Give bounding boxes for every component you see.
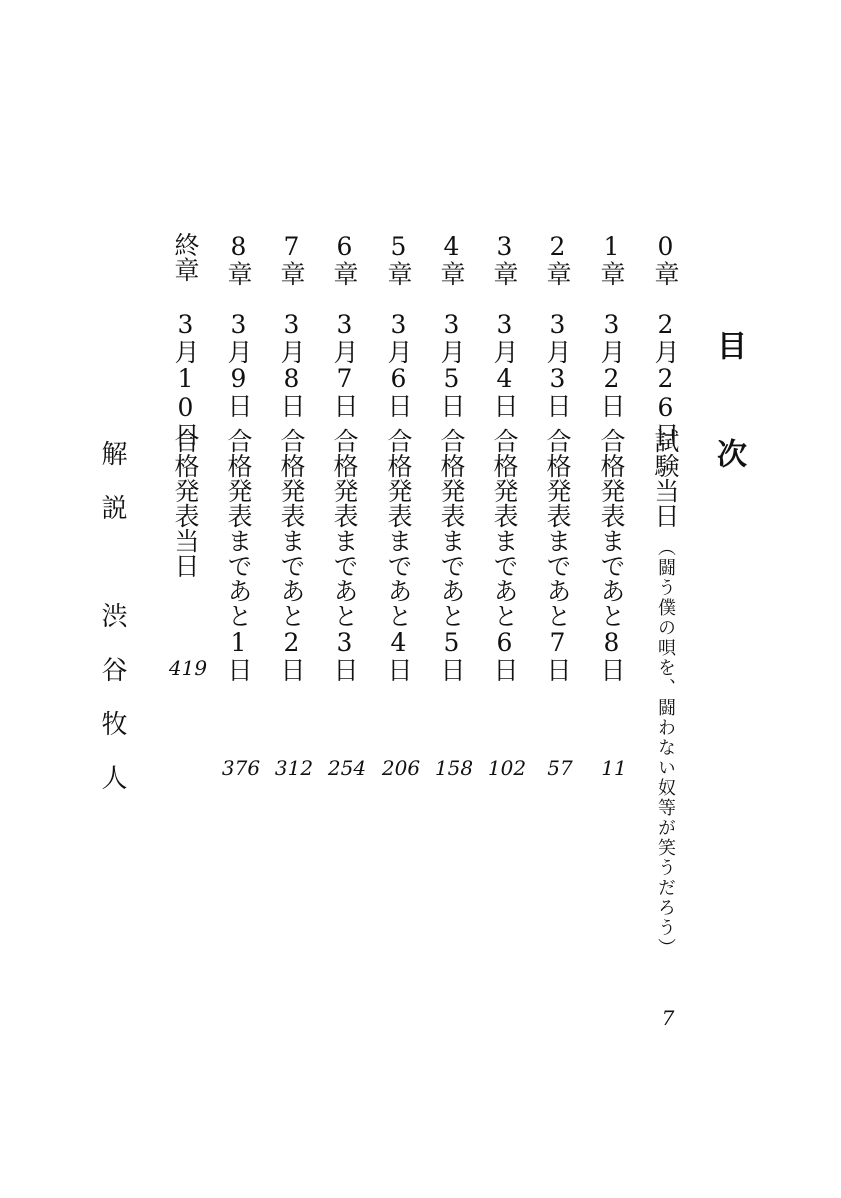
chapter-label: 5章 xyxy=(384,232,413,286)
chapter-page-number: 312 xyxy=(274,756,314,780)
chapter-label: 終章 xyxy=(171,232,200,282)
chapter-title: 合格発表まであと7日 xyxy=(543,428,572,682)
chapter-date: 3月3日 xyxy=(543,310,572,418)
chapter-page-number: 11 xyxy=(601,756,627,780)
chapter-label: 6章 xyxy=(330,232,359,286)
chapter-title: 合格発表まであと6日 xyxy=(490,428,519,682)
chapter-title: 合格発表まであと1日 xyxy=(224,428,253,682)
chapter-page-number: 254 xyxy=(327,756,367,780)
chapter-label: 3章 xyxy=(490,232,519,286)
chapter-date: 3月6日 xyxy=(384,310,413,418)
chapter-date: 3月2日 xyxy=(597,310,626,418)
chapter-label: 2章 xyxy=(543,232,572,286)
chapter-label: 7章 xyxy=(277,232,306,286)
chapter-title: 合格発表まであと3日 xyxy=(330,428,359,682)
chapter-label: 8章 xyxy=(224,232,253,286)
chapter-title: 合格発表まであと4日 xyxy=(384,428,413,682)
chapter-label: 4章 xyxy=(437,232,466,286)
commentary-entry[interactable]: 解説 渋谷牧人 xyxy=(97,440,127,818)
chapter-page-number: 102 xyxy=(487,756,527,780)
chapter-label: 0章 xyxy=(651,232,680,286)
chapter-date: 3月7日 xyxy=(330,310,359,418)
chapter-date: 2月26日 xyxy=(651,310,680,447)
chapter-page-number: 57 xyxy=(547,756,573,780)
chapter-date: 3月9日 xyxy=(224,310,253,418)
chapter-date: 3月10日 xyxy=(171,310,200,447)
chapter-page-number: 158 xyxy=(434,756,474,780)
toc-title-part1: 目 xyxy=(711,330,746,360)
chapter-title: 合格発表まであと8日 xyxy=(597,428,626,682)
chapter-date: 3月8日 xyxy=(277,310,306,418)
chapter-date: 3月4日 xyxy=(490,310,519,418)
chapter-page-number: 419 xyxy=(168,656,208,680)
chapter-page-number: 7 xyxy=(661,1006,675,1030)
chapter-title: 合格発表まであと2日 xyxy=(277,428,306,682)
chapter-date: 3月5日 xyxy=(437,310,466,418)
chapter-label: 1章 xyxy=(597,232,626,286)
toc-title-part2: 次 xyxy=(711,438,746,468)
chapter-subtitle: （闘う僕の唄を、闘わない奴等が笑うだろう） xyxy=(655,538,676,958)
chapter-page-number: 206 xyxy=(381,756,421,780)
chapter-page-number: 376 xyxy=(221,756,261,780)
chapter-title: 合格発表まであと5日 xyxy=(437,428,466,682)
chapter-title: 試験当日 xyxy=(651,428,680,528)
chapter-title: 合格発表当日 xyxy=(171,428,200,578)
